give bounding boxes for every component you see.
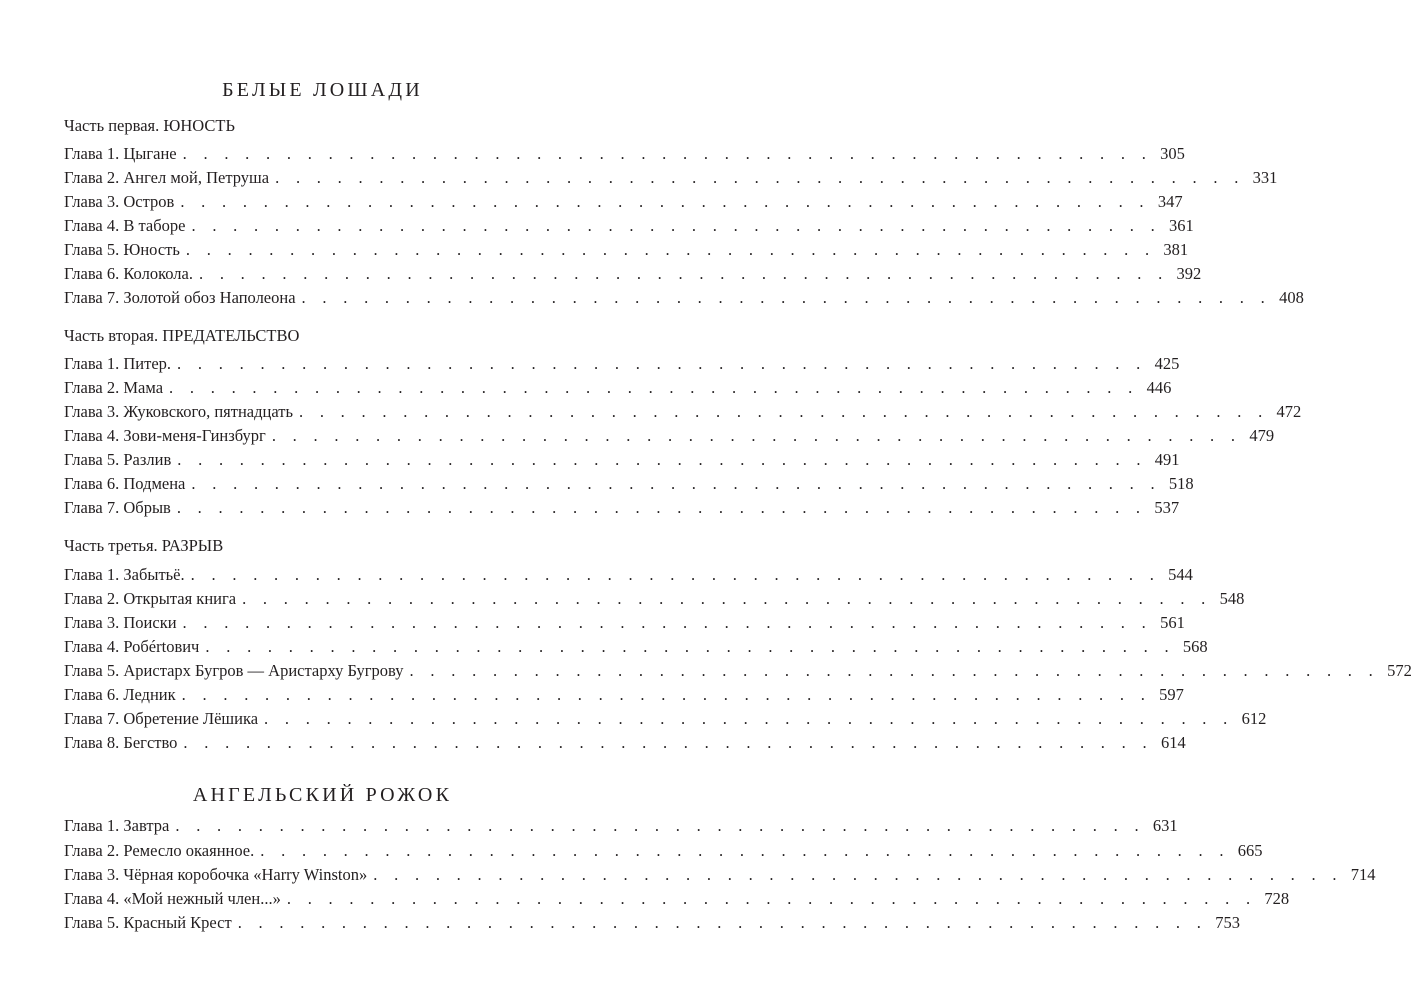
dot-leader: . . . . . . . . . . . . . . . . . . . . . . . . . . . . . . . . . . . . . . . . . . . . . . . xyxy=(191,216,1161,235)
page-number: 548 xyxy=(1219,589,1245,608)
chapter-title: Глава 3. Поиски xyxy=(64,613,177,632)
toc-entry[interactable] xyxy=(64,142,1185,166)
page-number: 305 xyxy=(1160,144,1185,163)
chapter-title: Глава 5. Красный Крест xyxy=(64,913,232,932)
chapter-title: Глава 6. Колокола. xyxy=(64,264,193,283)
chapter-title: Глава 3. Жуковского, пятнадцать xyxy=(64,402,293,421)
toc-entry[interactable] xyxy=(64,214,1194,238)
dot-leader: . . . . . . . . . . . . . . . . . . . . . . . . . . . . . . . . . . . . . . . . . . . . . . . xyxy=(169,378,1139,397)
dot-leader: . . . . . . . . . . . . . . . . . . . . . . . . . . . . . . . . . . . . . . . . . . . . . . . xyxy=(260,841,1230,860)
dot-leader: . . . . . . . . . . . . . . . . . . . . . . . . . . . . . . . . . . . . . . . . . . . . . . . xyxy=(373,865,1343,884)
toc-entry[interactable] xyxy=(64,400,1302,424)
toc-entry[interactable] xyxy=(64,262,1202,286)
page-number: 597 xyxy=(1159,685,1184,704)
dot-leader: . . . . . . . . . . . . . . . . . . . . . . . . . . . . . . . . . . . . . . . . . . . . . . . xyxy=(181,685,1152,704)
book-title: БЕЛЫЕ ЛОШАДИ xyxy=(222,79,423,101)
toc-entry[interactable] xyxy=(64,496,1180,520)
toc-entry[interactable] xyxy=(64,911,1240,935)
toc-entry[interactable] xyxy=(64,424,1275,448)
page-number: 381 xyxy=(1163,240,1189,259)
page-number: 561 xyxy=(1160,613,1185,632)
page-number: 728 xyxy=(1264,889,1290,908)
chapter-title: Глава 1. Цыгане xyxy=(64,144,177,163)
toc-entry[interactable] xyxy=(64,376,1172,400)
chapter-title: Глава 6. Ледник xyxy=(64,685,176,704)
dot-leader: . . . . . . . . . . . . . . . . . . . . . . . . . . . . . . . . . . . . . . . . . . . . . . . xyxy=(176,498,1147,517)
chapter-title: Глава 1. Питер. xyxy=(64,354,172,373)
page-number: 408 xyxy=(1279,288,1304,307)
page-number: 568 xyxy=(1182,637,1208,656)
chapter-title: Глава 1. Завтра xyxy=(64,816,170,835)
toc-entry[interactable] xyxy=(64,707,1267,731)
dot-leader: . . . . . . . . . . . . . . . . . . . . . . . . . . . . . . . . . . . . . . . . . . . . . . . xyxy=(271,426,1242,445)
toc-entry[interactable] xyxy=(64,839,1263,863)
dot-leader: . . . . . . . . . . . . . . . . . . . . . . . . . . . . . . . . . . . . . . . . . . . . . . . xyxy=(190,565,1161,584)
toc-entry[interactable] xyxy=(64,166,1278,190)
dot-leader: . . . . . . . . . . . . . . . . . . . . . . . . . . . . . . . . . . . . . . . . . . . . . . . xyxy=(286,889,1257,908)
page-number: 446 xyxy=(1146,378,1172,397)
chapter-title: Глава 5. Аристарх Бугров — Аристарху Бугрову xyxy=(64,661,404,680)
dot-leader: . . . . . . . . . . . . . . . . . . . . . . . . . . . . . . . . . . . . . . . . . . . . . . . xyxy=(185,240,1156,259)
chapter-title: Глава 5. Юность xyxy=(64,240,180,259)
page-number: 544 xyxy=(1168,565,1193,584)
dot-leader: . . . . . . . . . . . . . . . . . . . . . . . . . . . . . . . . . . . . . . . . . . . . . . . xyxy=(409,661,1380,680)
chapter-title: Глава 4. «Мой нежный член...» xyxy=(64,889,281,908)
chapter-title: Глава 2. Ремесло окаянное. xyxy=(64,841,255,860)
dot-leader: . . . . . . . . . . . . . . . . . . . . . . . . . . . . . . . . . . . . . . . . . . . . . . . xyxy=(301,288,1272,307)
chapter-title: Глава 4. Робértович xyxy=(64,637,200,656)
page-number: 347 xyxy=(1157,192,1183,211)
dot-leader: . . . . . . . . . . . . . . . . . . . . . . . . . . . . . . . . . . . . . . . . . . . . . . . xyxy=(177,354,1147,373)
chapter-title: Глава 2. Открытая книга xyxy=(64,589,237,608)
chapter-title: Глава 7. Обретение Лёшика xyxy=(64,709,259,728)
page-number: 614 xyxy=(1160,733,1186,752)
toc-entry[interactable] xyxy=(64,448,1180,472)
dot-leader: . . . . . . . . . . . . . . . . . . . . . . . . . . . . . . . . . . . . . . . . . . . . . . . xyxy=(264,709,1234,728)
dot-leader: . . . . . . . . . . . . . . . . . . . . . . . . . . . . . . . . . . . . . . . . . . . . . . . xyxy=(180,192,1150,211)
page-number: 331 xyxy=(1252,168,1278,187)
part-heading: Часть вторая. ПРЕДАТЕЛЬСТВО xyxy=(64,326,300,345)
toc-entry[interactable] xyxy=(64,635,1208,659)
toc-entry[interactable] xyxy=(64,238,1189,262)
chapter-title: Глава 3. Остров xyxy=(64,192,175,211)
toc-entry[interactable] xyxy=(64,472,1194,496)
part-heading: Часть третья. РАЗРЫВ xyxy=(64,536,224,555)
page-number: 714 xyxy=(1350,865,1376,884)
chapter-title: Глава 8. Бегство xyxy=(64,733,178,752)
chapter-title: Глава 1. Забытьё. xyxy=(64,565,185,584)
toc-entry[interactable] xyxy=(64,587,1245,611)
dot-leader: . . . . . . . . . . . . . . . . . . . . . . . . . . . . . . . . . . . . . . . . . . . . . . . xyxy=(298,402,1269,421)
dot-leader: . . . . . . . . . . . . . . . . . . . . . . . . . . . . . . . . . . . . . . . . . . . . . . . xyxy=(191,474,1161,493)
dot-leader: . . . . . . . . . . . . . . . . . . . . . . . . . . . . . . . . . . . . . . . . . . . . . . . xyxy=(198,264,1169,283)
dot-leader: . . . . . . . . . . . . . . . . . . . . . . . . . . . . . . . . . . . . . . . . . . . . . . . xyxy=(205,637,1175,656)
chapter-title: Глава 7. Обрыв xyxy=(64,498,171,517)
dot-leader: . . . . . . . . . . . . . . . . . . . . . . . . . . . . . . . . . . . . . . . . . . . . . . . xyxy=(182,144,1153,163)
toc-entry[interactable] xyxy=(64,659,1412,683)
chapter-title: Глава 7. Золотой обоз Наполеона xyxy=(64,288,296,307)
page-number: 631 xyxy=(1152,816,1178,835)
chapter-title: Глава 4. Зови-меня-Гинзбург xyxy=(64,426,266,445)
page-number: 612 xyxy=(1241,709,1267,728)
toc-entry[interactable] xyxy=(64,563,1193,587)
chapter-title: Глава 6. Подмена xyxy=(64,474,186,493)
part-heading: Часть первая. ЮНОСТЬ xyxy=(64,116,235,135)
chapter-title: Глава 4. В таборе xyxy=(64,216,186,235)
dot-leader: . . . . . . . . . . . . . . . . . . . . . . . . . . . . . . . . . . . . . . . . . . . . . . . xyxy=(175,816,1145,835)
page-number: 665 xyxy=(1237,841,1263,860)
toc-entry[interactable] xyxy=(64,683,1184,707)
dot-leader: . . . . . . . . . . . . . . . . . . . . . . . . . . . . . . . . . . . . . . . . . . . . . . . xyxy=(242,589,1212,608)
page-number: 361 xyxy=(1169,216,1194,235)
page-number: 425 xyxy=(1154,354,1180,373)
chapter-title: Глава 2. Мама xyxy=(64,378,164,397)
dot-leader: . . . . . . . . . . . . . . . . . . . . . . . . . . . . . . . . . . . . . . . . . . . . . . . xyxy=(183,733,1153,752)
toc-entry[interactable] xyxy=(64,887,1290,911)
page-number: 537 xyxy=(1154,498,1180,517)
toc-entry[interactable] xyxy=(64,190,1183,214)
page-number: 479 xyxy=(1249,426,1275,445)
toc-entry[interactable] xyxy=(64,814,1178,838)
toc-entry[interactable] xyxy=(64,611,1185,635)
dot-leader: . . . . . . . . . . . . . . . . . . . . . . . . . . . . . . . . . . . . . . . . . . . . . . . xyxy=(275,168,1245,187)
book-title: АНГЕЛЬСКИЙ РОЖОК xyxy=(192,784,453,806)
page-number: 753 xyxy=(1215,913,1240,932)
page-number: 392 xyxy=(1176,264,1202,283)
toc-entry[interactable] xyxy=(64,731,1186,755)
toc-entry[interactable] xyxy=(64,286,1304,310)
dot-leader: . . . . . . . . . . . . . . . . . . . . . . . . . . . . . . . . . . . . . . . . . . . . . . . xyxy=(182,613,1153,632)
dot-leader: . . . . . . . . . . . . . . . . . . . . . . . . . . . . . . . . . . . . . . . . . . . . . . . xyxy=(177,450,1147,469)
toc-entry[interactable] xyxy=(64,352,1180,376)
page-number: 572 xyxy=(1387,661,1412,680)
page-number: 491 xyxy=(1154,450,1180,469)
chapter-title: Глава 2. Ангел мой, Петруша xyxy=(64,168,270,187)
toc-entry[interactable] xyxy=(64,863,1376,887)
page-number: 472 xyxy=(1276,402,1302,421)
dot-leader: . . . . . . . . . . . . . . . . . . . . . . . . . . . . . . . . . . . . . . . . . . . . . . . xyxy=(237,913,1208,932)
chapter-title: Глава 3. Чёрная коробочка «Harry Winston» xyxy=(64,865,368,884)
page-number: 518 xyxy=(1168,474,1194,493)
chapter-title: Глава 5. Разлив xyxy=(64,450,172,469)
